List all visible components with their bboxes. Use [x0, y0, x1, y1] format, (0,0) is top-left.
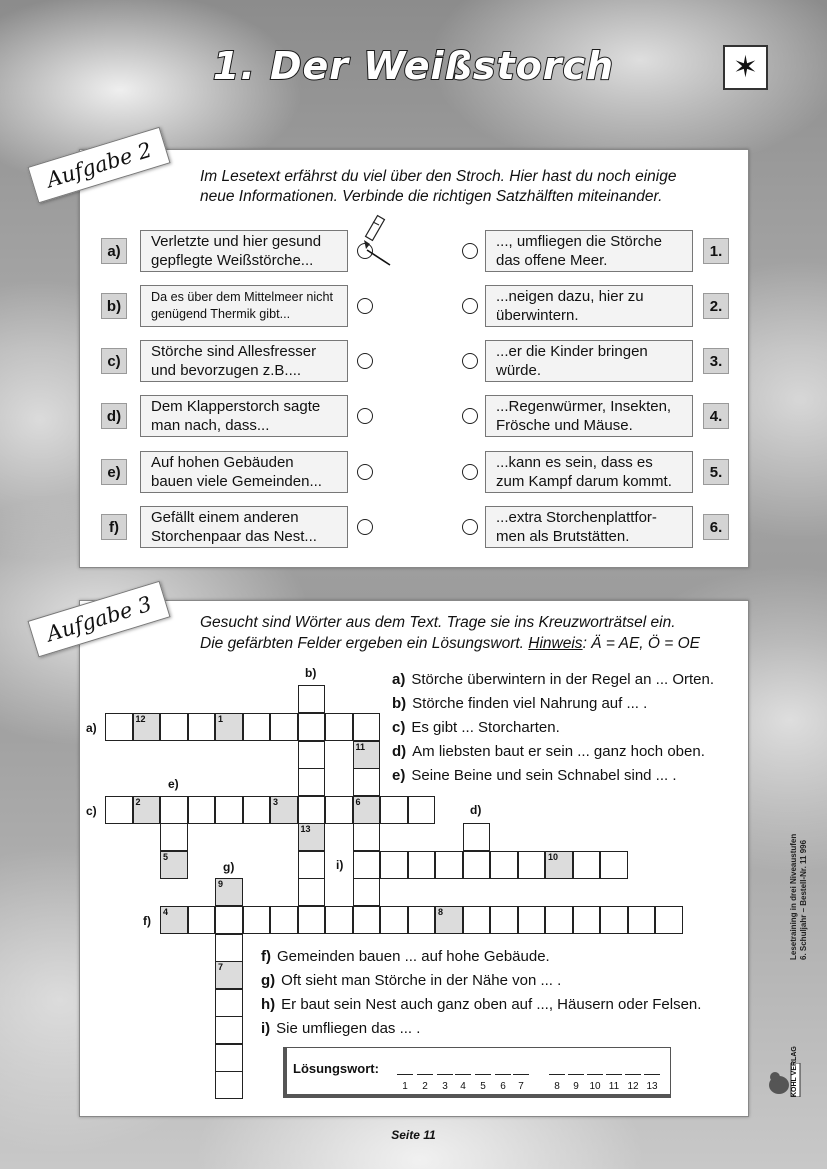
right-half: ...neigen dazu, hier zu überwintern.	[485, 285, 693, 327]
crossword-cell[interactable]	[463, 906, 491, 934]
solution-slot[interactable]	[397, 1074, 413, 1075]
solution-slot[interactable]	[625, 1074, 641, 1075]
crossword-cell[interactable]	[353, 823, 381, 851]
left-half: Störche sind Allesfresser und bevorzugen z.B....	[140, 340, 348, 382]
crossword-cell[interactable]	[353, 796, 381, 824]
clue-text: Oft sieht man Störche in der Nähe von ... .	[281, 972, 562, 989]
solution-slot-number: 13	[646, 1081, 658, 1092]
cell-number: 6	[355, 797, 361, 807]
left-letter: f)	[101, 514, 127, 540]
right-number: 3.	[703, 348, 729, 374]
publisher-name: KOHL VERLAG	[791, 1046, 798, 1097]
publisher-logo	[767, 1046, 801, 1097]
left-letter: c)	[101, 348, 127, 374]
cell-number: 13	[300, 824, 311, 834]
solution-slot-number: 1	[402, 1081, 408, 1092]
crossword-cell[interactable]	[298, 768, 326, 796]
crossword-cell[interactable]	[243, 713, 271, 741]
right-number: 4.	[703, 403, 729, 429]
right-half: ...extra Storchenplattfor-men als Brutstätten.	[485, 506, 693, 548]
crossword-cell[interactable]	[380, 851, 408, 879]
crossword-cell[interactable]	[215, 1016, 243, 1044]
crossword-cell[interactable]	[160, 823, 188, 851]
crossword-cell[interactable]	[408, 851, 436, 879]
crossword-cell[interactable]	[298, 878, 326, 906]
clue-letter: h)	[261, 996, 276, 1013]
task2-intro-line2: neue Informationen. Verbinde die richtigen Satzhälften miteinander.	[200, 188, 663, 205]
solution-slot[interactable]	[606, 1074, 622, 1075]
left-letter: d)	[101, 403, 127, 429]
crossword-cell[interactable]	[215, 989, 243, 1017]
task3-intro-line1: Gesucht sind Wörter aus dem Text. Trage sie ins Kreuzworträtsel ein.	[200, 614, 676, 631]
crossword-cell[interactable]	[325, 713, 353, 741]
crossword-cell[interactable]	[600, 906, 628, 934]
solution-slot[interactable]	[513, 1074, 529, 1075]
crossword-cell[interactable]	[215, 934, 243, 962]
task2-tag: Aufgabe 2	[27, 127, 170, 204]
crossword-cell[interactable]	[188, 796, 216, 824]
cell-number: 2	[135, 797, 141, 807]
crossword-cell[interactable]	[188, 713, 216, 741]
crossword-cell[interactable]	[270, 713, 298, 741]
solution-slot-number: 4	[460, 1081, 466, 1092]
clue-text: Am liebsten baut er sein ... ganz hoch oben.	[412, 743, 705, 760]
solution-slot[interactable]	[495, 1074, 511, 1075]
solution-word-label: Lösungswort:	[293, 1061, 379, 1076]
clue-text: Störche finden viel Nahrung auf ... .	[412, 695, 648, 712]
solution-slot-number: 6	[500, 1081, 506, 1092]
word-label-d: d)	[470, 803, 482, 817]
word-label-a: a)	[86, 721, 97, 735]
left-half: Da es über dem Mittelmeer nicht genügend Thermik gibt...	[140, 285, 348, 327]
crossword-cell[interactable]	[215, 1071, 243, 1099]
task2-intro-line1: Im Lesetext erfährst du viel über den Stroch. Hier hast du noch einige	[200, 168, 677, 185]
clue-text: Gemeinden bauen ... auf hohe Gebäude.	[277, 948, 550, 965]
solution-slot[interactable]	[644, 1074, 660, 1075]
cell-number: 3	[273, 797, 279, 807]
crossword-cell[interactable]	[380, 906, 408, 934]
crossword-cell[interactable]	[298, 741, 326, 769]
clue-text: Er baut sein Nest auch ganz oben auf ..., Häusern oder Felsen.	[281, 996, 702, 1013]
clue-letter: i)	[261, 1020, 271, 1037]
task3-intro-line2-post: : Ä = AE, Ö = OE	[582, 635, 701, 652]
solution-slot-number: 8	[554, 1081, 560, 1092]
crossword-cell[interactable]	[490, 906, 518, 934]
page-title: 1. Der Weißstorch	[212, 44, 615, 88]
cell-number: 11	[355, 742, 366, 752]
crossword-cell[interactable]	[435, 906, 463, 934]
task3-intro-line2-pre: Die gefärbten Felder ergeben ein Lösungswort.	[200, 635, 529, 652]
crossword-cell[interactable]	[573, 906, 601, 934]
crossword-cell[interactable]	[133, 713, 161, 741]
crossword-cell[interactable]	[105, 796, 133, 824]
clue-text: Es gibt ... Storcharten.	[411, 719, 560, 736]
task3-tag: Aufgabe 3	[27, 581, 170, 658]
star-glyph: ✶	[732, 51, 759, 84]
crossword-cell[interactable]	[518, 851, 546, 879]
crossword-cell[interactable]	[243, 906, 271, 934]
crossword-cell[interactable]	[325, 906, 353, 934]
right-number: 6.	[703, 514, 729, 540]
cell-number: 10	[548, 852, 559, 862]
clue-letter: a)	[392, 671, 406, 688]
crossword-cell[interactable]	[215, 961, 243, 989]
left-letter: e)	[101, 459, 127, 485]
crossword-cell[interactable]	[573, 851, 601, 879]
left-half: Gefällt einem anderen Storchenpaar das Nest...	[140, 506, 348, 548]
crossword-cell[interactable]	[160, 796, 188, 824]
crossword-cell[interactable]	[298, 906, 326, 934]
crossword-cell[interactable]	[298, 823, 326, 851]
cell-number: 9	[218, 879, 224, 889]
crossword-cell[interactable]	[353, 768, 381, 796]
left-half: Verletzte und hier gesund gepflegte Weißstörche...	[140, 230, 348, 272]
crossword-cell[interactable]	[160, 906, 188, 934]
crossword-cell[interactable]	[215, 1044, 243, 1072]
crossword-cell[interactable]	[463, 823, 491, 851]
page-number: Seite 11	[391, 1128, 436, 1142]
crossword-cell[interactable]	[243, 796, 271, 824]
word-label-b: b)	[305, 666, 317, 680]
crossword-cell[interactable]	[545, 851, 573, 879]
crossword-cell[interactable]	[545, 906, 573, 934]
crossword-cell[interactable]	[353, 713, 381, 741]
clue-letter: d)	[392, 743, 407, 760]
crossword-cell[interactable]	[435, 851, 463, 879]
crossword-cell[interactable]	[408, 906, 436, 934]
right-half: ...er die Kinder bringen würde.	[485, 340, 693, 382]
solution-slot[interactable]	[475, 1074, 491, 1075]
series-info	[789, 834, 809, 960]
left-letter: a)	[101, 238, 127, 264]
crossword-cell[interactable]	[215, 796, 243, 824]
crossword-cell[interactable]	[270, 796, 298, 824]
clue-text: Seine Beine und sein Schnabel sind ... .	[411, 767, 677, 784]
crossword-cell[interactable]	[518, 906, 546, 934]
solution-slot-number: 10	[589, 1081, 601, 1092]
solution-slot-number: 3	[442, 1081, 448, 1092]
word-label-c: c)	[86, 804, 97, 818]
solution-slot-number: 9	[573, 1081, 579, 1092]
clue-letter: g)	[261, 972, 276, 989]
right-half: ...Regenwürmer, Insekten, Frösche und Mäuse.	[485, 395, 693, 437]
series-info-line2: 6. Schuljahr – Bestell-Nr. 11 996	[799, 839, 808, 960]
left-letter: b)	[101, 293, 127, 319]
solution-slot-number: 7	[518, 1081, 524, 1092]
crossword-cell[interactable]	[160, 851, 188, 879]
crossword-cell[interactable]	[325, 796, 353, 824]
clue-letter: c)	[392, 719, 406, 736]
right-half: ..., umfliegen die Störche das offene Meer.	[485, 230, 693, 272]
crossword-cell[interactable]	[353, 851, 381, 879]
crossword-cell[interactable]	[270, 906, 298, 934]
series-info-line1: Lesetraining in drei Niveaustufen	[789, 833, 798, 960]
solution-slot[interactable]	[437, 1074, 453, 1075]
right-number: 1.	[703, 238, 729, 264]
crossword-cell[interactable]	[353, 741, 381, 769]
solution-slot[interactable]	[568, 1074, 584, 1075]
left-half: Dem Klapperstorch sagte man nach, dass...	[140, 395, 348, 437]
crossword-cell[interactable]	[298, 713, 326, 741]
crossword-cell[interactable]	[380, 796, 408, 824]
crossword-cell[interactable]	[408, 796, 436, 824]
crossword-cell[interactable]	[298, 796, 326, 824]
solution-slot-number: 11	[608, 1081, 620, 1092]
crossword-cell[interactable]	[215, 906, 243, 934]
crossword-cell[interactable]	[160, 713, 188, 741]
crossword-cell[interactable]	[655, 906, 683, 934]
solution-slot[interactable]	[549, 1074, 565, 1075]
word-label-i: i)	[336, 858, 344, 872]
clue-letter: e)	[392, 767, 406, 784]
cell-number: 4	[163, 907, 169, 917]
word-label-e: e)	[168, 777, 179, 791]
solution-slot[interactable]	[587, 1074, 603, 1075]
cell-number: 1	[218, 714, 224, 724]
crossword-cell[interactable]	[628, 906, 656, 934]
crossword-cell[interactable]	[298, 685, 326, 713]
cell-number: 7	[218, 962, 224, 972]
crossword-cell[interactable]	[353, 906, 381, 934]
crossword-cell[interactable]	[133, 796, 161, 824]
task3-hint: Hinweis	[528, 635, 583, 652]
solution-slot-number: 2	[422, 1081, 428, 1092]
solution-slot-number: 12	[627, 1081, 639, 1092]
crossword-cell[interactable]	[490, 851, 518, 879]
solution-slot[interactable]	[455, 1074, 471, 1075]
clue-text: Sie umfliegen das ... .	[276, 1020, 421, 1037]
crossword-cell[interactable]	[215, 878, 243, 906]
crossword-cell[interactable]	[600, 851, 628, 879]
clue-letter: f)	[261, 948, 271, 965]
clue-text: Störche überwintern in der Regel an ... Orten.	[411, 671, 715, 688]
word-label-f: f)	[143, 914, 151, 928]
cell-number: 12	[135, 714, 146, 724]
left-half: Auf hohen Gebäuden bauen viele Gemeinden...	[140, 451, 348, 493]
solution-word-box	[283, 1047, 671, 1098]
right-number: 2.	[703, 293, 729, 319]
solution-slot-number: 5	[480, 1081, 486, 1092]
right-number: 5.	[703, 459, 729, 485]
solution-slot[interactable]	[417, 1074, 433, 1075]
clue-letter: b)	[392, 695, 407, 712]
crossword-cell[interactable]	[105, 713, 133, 741]
crossword-cell[interactable]	[298, 851, 326, 879]
word-label-g: g)	[223, 860, 235, 874]
crossword-cell[interactable]	[188, 906, 216, 934]
crossword-cell[interactable]	[353, 878, 381, 906]
cell-number: 8	[438, 907, 444, 917]
crossword-cell[interactable]	[215, 713, 243, 741]
right-half: ...kann es sein, dass es zum Kampf darum kommt.	[485, 451, 693, 493]
cell-number: 5	[163, 852, 169, 862]
crossword-cell[interactable]	[463, 851, 491, 879]
